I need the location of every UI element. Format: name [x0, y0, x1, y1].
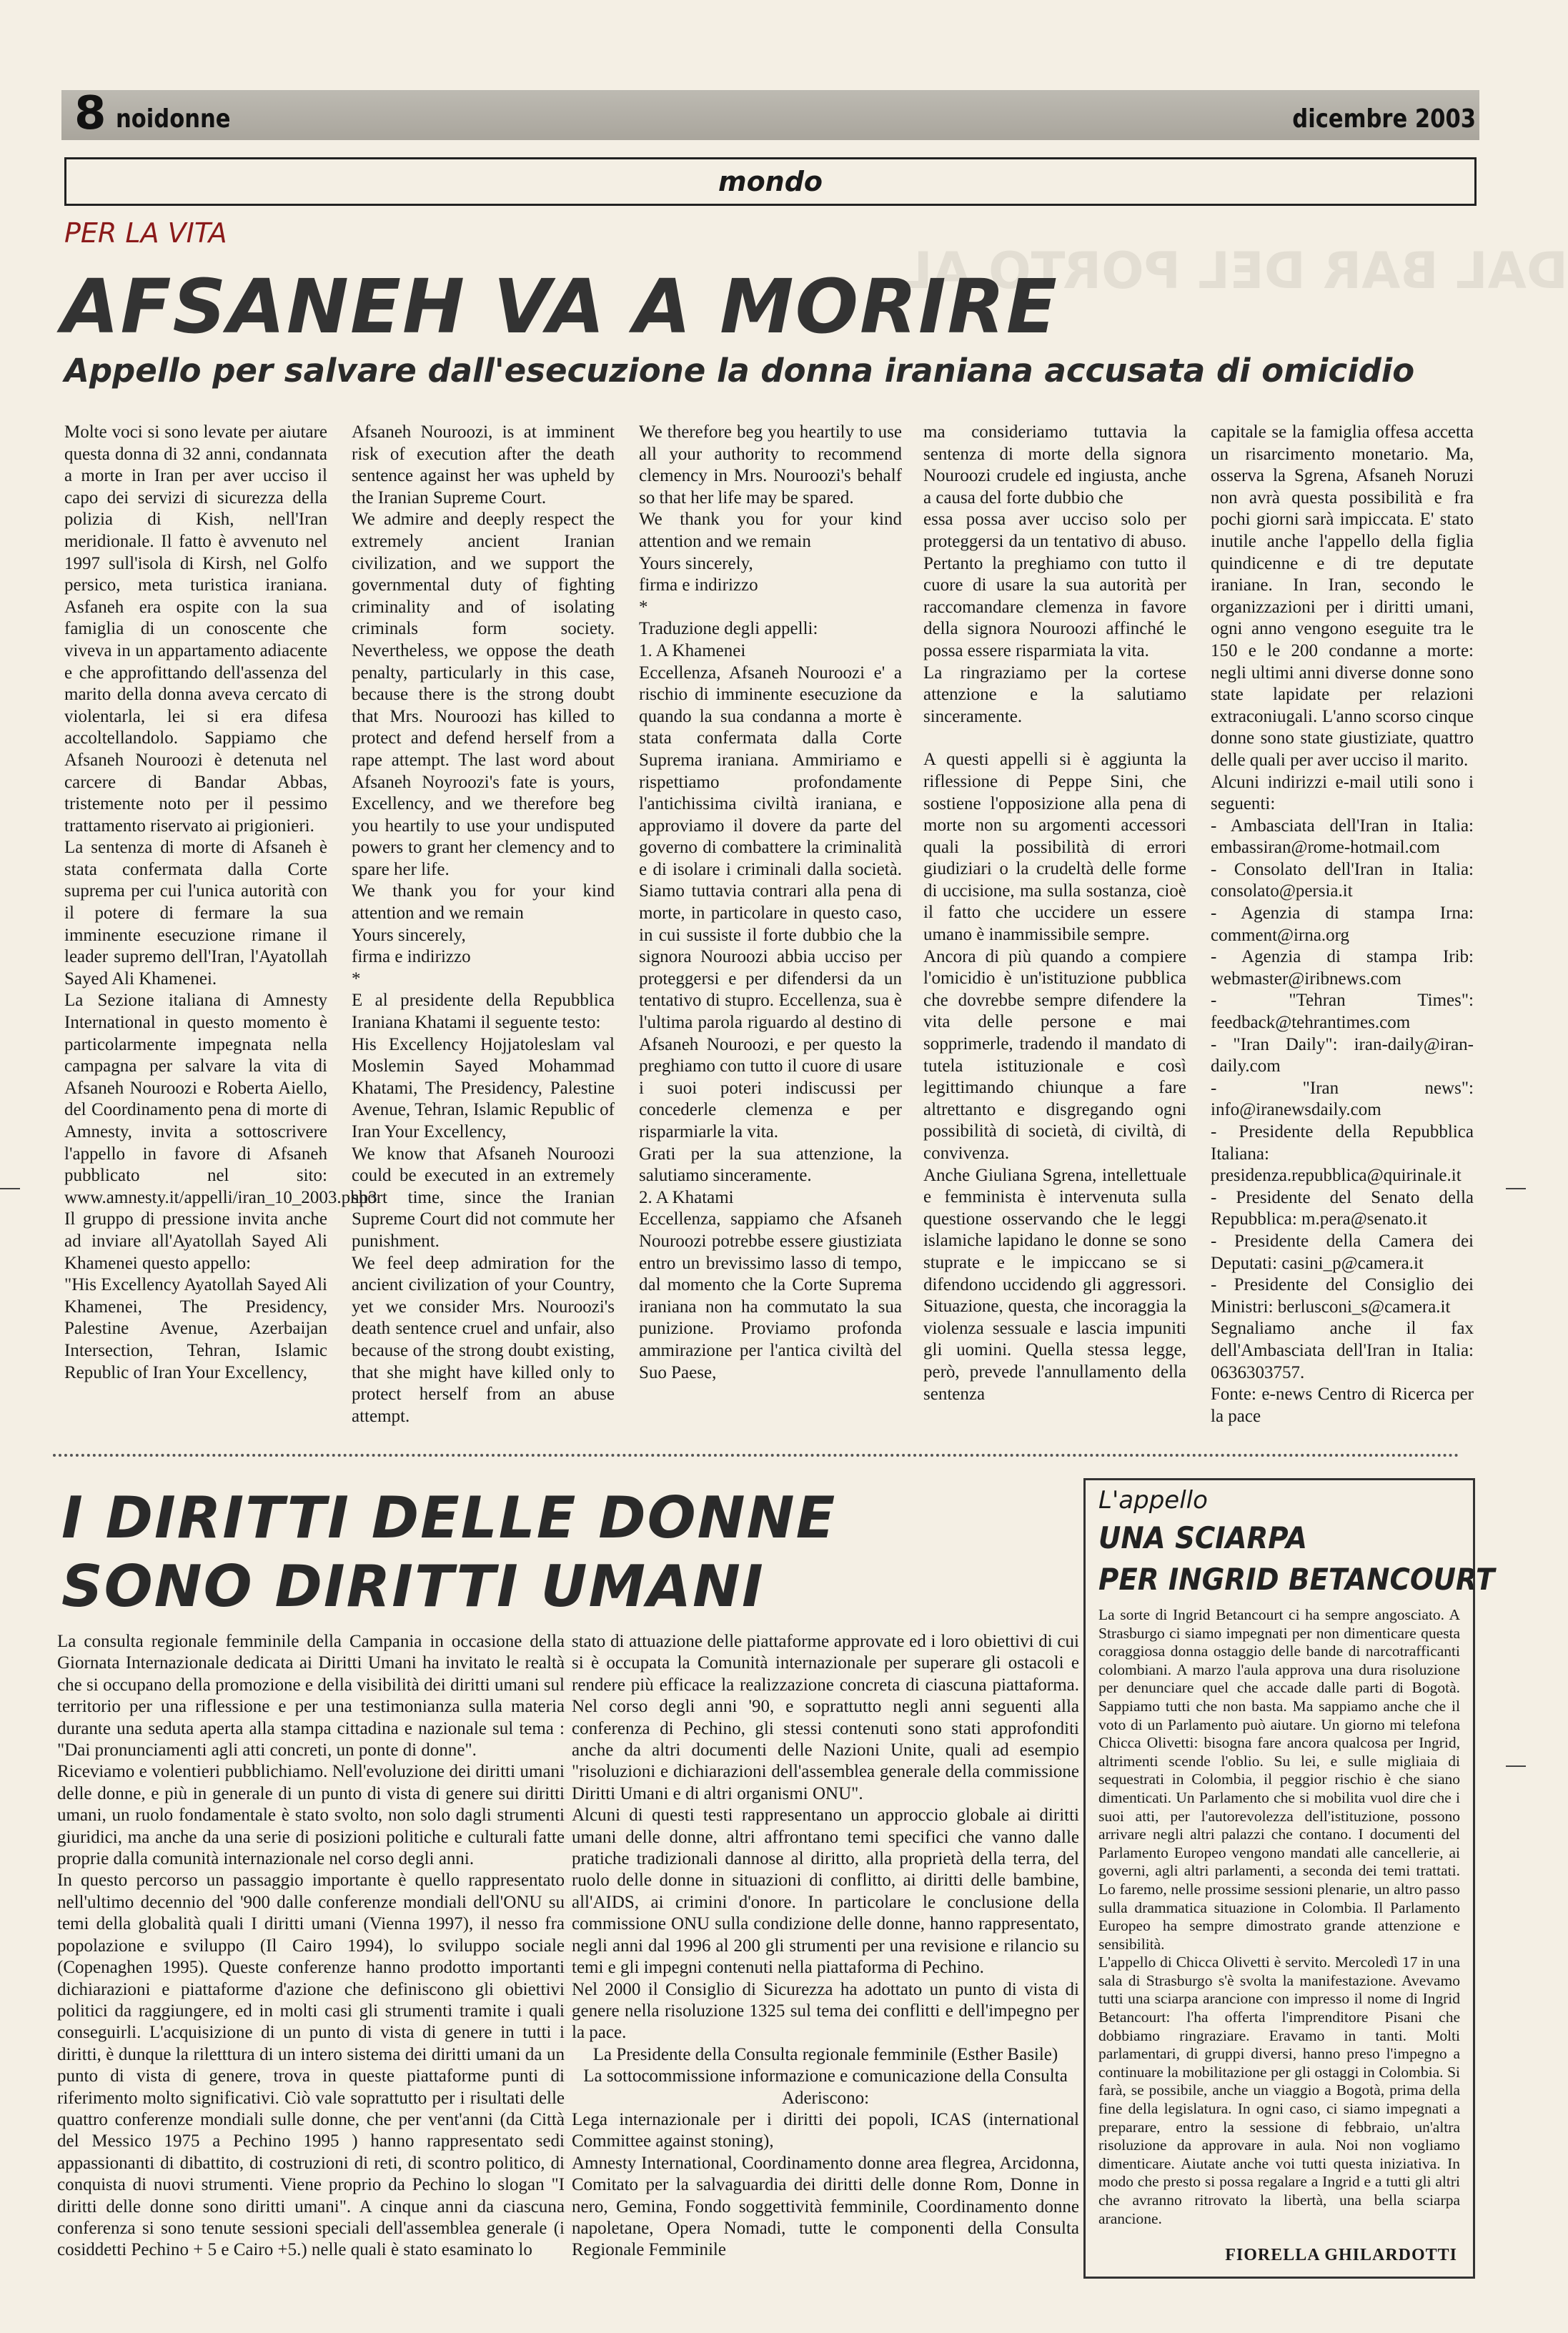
second-article-headline [61, 1484, 836, 1621]
sidebar-title [1098, 1517, 1495, 1600]
paragraph: essa possa aver ucciso solo per proteggersi da un tentativo di abuso. Pertanto la preghiamo con tutto il cuore di usare la sua autorità per raccomandare clemenza in favore della signora Nouroozi affinché le possa essere risparmiata la vita. [923, 510, 1186, 660]
paragraph: A questi appelli si è aggiunta la riflessione di Peppe Sini, che sostiene l'opposizione alla pena di morte non su argomenti accessori quali la possibilità di errori giudiziari o la crudeltà delle forme di uccisione, ma sulla sostanza, cioè il fatto che uccidere un essere umano è inammissibile sempre. [923, 750, 1186, 945]
margin-tick [1506, 1765, 1526, 1767]
section-divider [53, 1454, 1459, 1457]
paragraph: - Ambasciata dell'Iran in Italia: embassiran@rome-hotmail.com [1211, 816, 1474, 858]
paragraph: Segnaliamo anche il fax dell'Ambasciata dell'Iran in Italia: 0636303757. [1211, 1319, 1474, 1382]
sidebar-body [1098, 1606, 1460, 2228]
paragraph: In questo percorso un passaggio importante è quello rappresentato nell'ultimo decennio del '900 dalle conferenze mondiali dell'ONU su temi della globalità quali I diritti umani (Vienna 1997), il nesso fra popolazione e sviluppo (Il Cairo 1994), lo sviluppo sociale (Copenaghen 1995). Queste conferenze hanno prodotto importanti dichiarazioni e piattaforme d'azione che definiscono gli obiettivi politici da raggiungere, ed in molti casi gli strumenti tramite i quali conseguirli. L'acquisizione di un punto di vista di genere in tutti i diritti, è dunque la riletttura di un intero sistema dei diritti umani da un punto di vista di genere, trova in queste piattaforme punti di riferimento molto significativi. Ciò vale soprattutto per i risultati delle quattro conferenze mondiali sulle donne, che per vent'anni (da Città del Messico 1975 a Pechino 1995 ) hanno rappresentato sedi appassionanti di dibattito, di costruzioni di reti, di scontro politico, di conquista di nuovi strumenti. Viene proprio da Pechino lo slogan "I diritti delle donne sono diritti umani". A cinque anni da ciascuna conferenza si sono tenute sessioni speciali dell'assemblea generale (i cosiddetti Pechino + 5 e Cairo +5.) nelle quali è stato esaminato lo [57, 1871, 565, 2260]
paragraph: * [352, 969, 361, 989]
article-column-1 [64, 422, 377, 1430]
paragraph: La sentenza di morte di Afsaneh è stata confermata dalla Corte suprema per cui l'unica autorità con il potere di fermare la sua imminente esecuzione rimane il leader supremo dell'Iran, l'Ayatollah Sayed Ali Khamenei. [64, 838, 327, 989]
paragraph: Afsaneh Nouroozi, is at imminent risk of execution after the death sentence against her was upheld by the Iranian Supreme Court. [352, 422, 615, 507]
paragraph: Nel 2000 il Consiglio di Sicurezza ha adottato un punto di vista di genere nella risoluzione 1325 sul tema dei conflitti e dell'impegno per la pace. [572, 1979, 1079, 2043]
paragraph: Yours sincerely, [639, 553, 753, 573]
paragraph: Traduzione degli appelli: [639, 619, 818, 639]
paragraph: Fonte: e-news Centro di Ricerca per la pace [1211, 1385, 1474, 1426]
sidebar-box [1083, 1478, 1495, 2279]
paragraph: stato di attuazione delle piattaforme approvate ed i loro obiettivi di cui si è occupata la Comunità internazionale per superare gli ostacoli e rendere più efficace la realizzazione concreta di ciascuna piattaforma. Nel corso degli anni '90, e soprattutto negli anni seguenti alla conferenza di Pechino, gli stessi contenuti sono stati approfonditi anche da altri documenti delle Nazioni Unite, quali ad esempio "risoluzioni e dichiarazioni dell'assemblea generale della commissione Diritti Umani e di altri organismi ONU". [572, 1632, 1079, 1803]
paragraph: We thank you for your kind attention and we remain [352, 881, 615, 923]
paragraph: Grati per la sua attenzione, la salutiamo sinceramente. [639, 1144, 902, 1186]
paragraph: Alcuni di questi testi rappresentano un approccio globale ai diritti umani delle donne, altri affrontano temi specifici che vanno dalle pratiche tradizionali dannose al diritto, alla proprietà della terra, del ruolo delle donne in situazioni di conflitto, ai diritti delle bambine, all'AIDS, ai crimini d'onore. In particolare le conclusione della commissione ONU sulla condizione delle donne, hanno rappresentato, negli anni dal 1996 al 200 gli strumenti per una revisione e rilancio su temi e gli impegni contenuti nella piattaforma di Pechino. [572, 1806, 1079, 1978]
paragraph: Eccellenza, Afsaneh Nouroozi e' a rischio di imminente esecuzione da quando la sua condanna a morte è stata confermata dalla Corte Suprema iraniana. Ammiriamo e rispettiamo profondamente l'antichissima civiltà iraniana, e approviamo il dovere da parte del governo di combattere la criminalità e di isolare i criminali dalla società. Siamo tuttavia contrari alla pena di morte, in particolare in questo caso, in cui sussiste il forte dubbio che la signora Nouroozi abbia ucciso per proteggersi e per difendersi da un tentativo di stupro. Eccellenza, sua è l'ultima parola riguardo al destino di Afsaneh Nouroozi, e per questo la preghiamo con tutto il cuore di usare i suoi poteri indiscussi per concederle clemenza e per risparmiarle la vita. [639, 663, 902, 1141]
paragraph: La Sezione italiana di Amnesty International in questo momento è particolarmente impegnata nella campagna per salvare la vita di Afsaneh Nouroozi e Roberta Aiello, del Coordinamento pena di morte di Amnesty, invita a sottoscrivere l'appello in favore di Afsaneh pubblicato nel sito: www.amnesty.it/appelli/iran_10_2003.php3 [64, 991, 377, 1207]
paragraph: - Consolato dell'Iran in Italia: consolato@persia.it [1211, 859, 1474, 901]
paragraph: Eccellenza, sappiamo che Afsaneh Nouroozi potrebbe essere giustiziata entro un brevissimo lasso di tempo, dal momento che la Corte Suprema iraniana non ha commutato la sua punizione. Proviamo profonda ammirazione per l'antica civiltà del Suo Paese, [639, 1209, 902, 1382]
section-label: mondo [64, 157, 1477, 206]
paragraph: Alcuni indirizzi e-mail utili sono i seguenti: [1211, 772, 1474, 814]
paragraph: - Agenzia di stampa Irna: comment@irna.org [1211, 903, 1474, 945]
article-kicker: PER LA VITA [64, 217, 227, 249]
paragraph: Anche Giuliana Sgrena, intellettuale e femminista è intervenuta sulla questione osservando che le leggi islamiche lapidano le donne se sono stuprate e le impiccano se si difendono uccidendo gli aggressori. Situazione, questa, che incoraggia la violenza sessuale e lascia impuniti gli uomini. Quella stessa legge, però, prevede l'annullamento della sentenza [923, 1165, 1186, 1404]
article-headline: AFSANEH VA A MORIRE [61, 263, 1058, 350]
sidebar-title-line: PER INGRID BETANCOURT [1098, 1562, 1495, 1597]
paragraph: * [639, 597, 648, 617]
paragraph: We therefore beg you heartily to use all your authority to recommend clemency in Mrs. Nouroozi's behalf so that her life may be spared. [639, 422, 902, 507]
issue-date: dicembre 2003 [1292, 104, 1476, 134]
paragraph: La sorte di Ingrid Betancourt ci ha sempre angosciato. A Strasburgo ci siamo impegnati per non dimenticare questa coraggiosa donna ostaggio delle bande di narcotrafficanti colombiani. A marzo l'aula approva una dura risoluzione per denunciare quel che accade dalle parti di Bogotà. Sappiamo tutti che non basta. Ma sappiamo anche che il voto di un Parlamento può aiutare. Un giorno mi telefona Chicca Olivetti: bisogna fare ancora qualcosa per Ingrid, altrimenti scende l'oblio. Su lei, e sulle migliaia di sequestrati in Colombia, il peggior rischio è che siano dimenticati. Un Parlamento che si mobilita vuol dire che i suoi atti, per l'autorevolezza dell'istituzione, possono arrivare negli altri palazzi che contano. I documenti del Parlamento Europeo vengono mandati alle cancellerie, ai governi, agli altri parlamenti, a seconda dei temi trattati. Lo faremo, nelle prossime sessioni plenarie, un altro passo sulla drammatica situazione in Colombia. Il Parlamento Europeo ha sempre dimostrato grande attenzione e sensibilità. [1098, 1606, 1460, 1953]
paragraph: La sottocommissione informazione e comunicazione della Consulta Aderiscono: [583, 2066, 1068, 2108]
paragraph: "His Excellency Ayatollah Sayed Ali Khamenei, The Presidency, Palestine Avenue, Azerbaijan Intersection, Tehran, Islamic Republic of Iran Your Excellency, [64, 1275, 327, 1382]
paragraph: firma e indirizzo [352, 947, 471, 967]
publication-name: noidonne [116, 104, 231, 134]
paragraph: We admire and deeply respect the extremely ancient Iranian civilization, and we support the governmental duty of fighting criminality and of isolating criminals form society. Nevertheless, we oppose the death penalty, particularly in this case, because there is the strong doubt that Mrs. Nouroozi has killed to protect and defend herself from a rape attempt. The last word about Afsaneh Noyroozi's fate is yours, Excellency, and we therefore beg you heartily to use your undisputed powers to grant her clemency and to spare her life. [352, 510, 615, 879]
sidebar-title-line: UNA SCIARPA [1098, 1520, 1307, 1555]
headline-line: I DIRITTI DELLE DONNE [61, 1485, 837, 1551]
paragraph: Ancora di più quando a compiere l'omicidio è un'istituzione pubblica che dovrebbe sempre difendere la vita delle persone e mai sopprimerle, tradendo il mandato di tutela istituzionale e così legittimando chiunque a fare altrettanto e disgregando ogni possibilità di società, di civiltà, di convivenza. [923, 946, 1186, 1163]
paragraph: Amnesty International, Coordinamento donne area flegrea, Arcidonna, Comitato per la salvaguardia dei diritti delle donne Rom, Donne in nero, Gemina, Fondo soggettività femminile, Coordinamento donne napoletane, Opera Nomadi, tutte le componenti della Consulta Regionale Femminile [572, 2153, 1079, 2260]
headline-line: SONO DIRITTI UMANI [61, 1553, 765, 1620]
paragraph: His Excellency Hojjatoleslam val Moslemin Sayed Mohammad Khatami, The Presidency, Palestine Avenue, Tehran, Islamic Republic of Iran Your Excellency, [352, 1034, 615, 1141]
article-column-2 [352, 422, 615, 1430]
article-column-4 [923, 422, 1186, 1430]
paragraph: Il gruppo di pressione invita anche ad inviare all'Ayatollah Sayed Ali Khamenei questo appello: [64, 1209, 327, 1273]
paragraph: Riceviamo e volentieri pubblichiamo. Nell'evoluzione dei diritti umani delle donne, e più in generale di un punto di vista di genere sui diritti umani, un ruolo fondamentale è stato svolto, non solo dagli strumenti giuridici, ma anche da una serie di posizioni politiche e culturali fatte proprie dalla comunità internazionale nel corso degli anni. [57, 1762, 565, 1869]
paragraph: 1. A Khamenei [639, 640, 746, 660]
paragraph: - "Iran Daily": iran-daily@iran-daily.com [1211, 1034, 1474, 1076]
paragraph: We feel deep admiration for the ancient civilization of your Country, yet we consider Mrs. Nouroozi's death sentence cruel and unfair, also because of the strong doubt existing, that she might have killed only to protect herself from an abuse attempt. [352, 1253, 615, 1426]
paragraph: firma e indirizzo [639, 575, 758, 595]
paragraph: La Presidente della Consulta regionale femminile (Esther Basile) [592, 2044, 1058, 2064]
paragraph: La ringraziamo per la cortese attenzione e la salutiamo sinceramente. [923, 663, 1186, 726]
paragraph: - Presidente della Camera dei Deputati: casini_p@camera.it [1211, 1231, 1474, 1273]
article-column-3 [639, 422, 902, 1430]
sidebar-kicker: L'appello [1098, 1486, 1208, 1515]
paragraph: La consulta regionale femminile della Campania in occasione della Giornata Internazionale dedicata ai Diritti Umani ha invitato le realtà che si occupano della promozione e della visibilità dei diritti umani sul territorio per una riflessione e per una testimonianza sulla materia durante una seduta aperta alla stampa cittadina e nazionale sul tema : "Dai pronunciamenti agli atti concreti, un ponte di donne". [57, 1632, 565, 1760]
paragraph: L'appello di Chicca Olivetti è servito. Mercoledì 17 in una sala di Strasburgo s'è svolta la manifestazione. Avevamo tutti una sciarpa arancione con impresso il nome di Ingrid Betancourt: l'ha offerta l'imprenditore Pisani che dobbiamo ringraziare. Eravamo in tanti. Molti parlamentari, di gruppi diversi, hanno preso l'impegno a continuare la mobilitazione per gli ostaggi in Colombia. Si farà, se possibile, anche un viaggio a Bogotà, prima della fine della legislatura. In ogni caso, ci siamo impegnati a preparare, entro la sessione di febbraio, un'altra risoluzione da approvare in aula. Noi non vogliamo dimenticare. Aiutate anche voi tutti questa iniziativa. In modo che presto si possa regalare a Ingrid e a tutti gli altri che avranno ritrovato la libertà, una bella sciarpa arancione. [1098, 1953, 1460, 2227]
paragraph: We know that Afsaneh Nouroozi could be executed in an extremely short time, since the Iranian Supreme Court did not commute her punishment. [352, 1144, 615, 1251]
bleed-through-text: DAL BAR DEL PORTO AL [900, 242, 1568, 300]
paragraph: Yours sincerely, [352, 925, 466, 945]
paragraph: - Agenzia di stampa Irib: webmaster@iribnews.com [1211, 947, 1474, 989]
page-number: 8 [74, 87, 105, 140]
paragraph: 2. A Khatami [639, 1187, 734, 1207]
paragraph: - Presidente del Consiglio dei Ministri: berlusconi_s@camera.it [1211, 1275, 1474, 1317]
paragraph: Lega internazionale per i diritti dei popoli, ICAS (international Committee against stoning), [572, 2109, 1079, 2151]
paragraph: Molte voci si sono levate per aiutare questa donna di 32 anni, condannata a morte in Iran per aver ucciso il capo dei servizi di sicurezza della polizia di Kish, nell'Iran meridionale. Il fatto è avvenuto nel 1997 sull'isola di Kirsh, nel Golfo persico, meta turistica iraniana. Asfaneh era ospite con la sua famiglia di un conoscente che viveva in un appartamento adiacente e che approfittando dell'assenza del marito della donna aveva cercato di violentarla, lei si era difesa accoltellandolo. Sappiamo che Afsaneh Nouroozi è detenuta nel carcere di Bandar Abbas, tristemente noto per il pessimo trattamento riservato ai prigionieri. [64, 422, 327, 836]
second-article-column-1 [57, 1631, 565, 2274]
header-band [61, 90, 1479, 140]
paragraph: ma consideriamo tuttavia la sentenza di morte della signora Nouroozi crudele ed ingiusta, anche a causa del forte dubbio che [923, 422, 1186, 507]
paragraph: capitale se la famiglia offesa accetta un risarcimento monetario. Ma, osserva la Sgrena, Afsaneh Noruzi non avrà questa possibilità e fra pochi giorni sarà impiccata. E' stato inutile anche l'appello della figlia quindicenne e di tre deputate iraniane. In Iran, secondo le organizzazioni per i diritti umani, ogni anno vengono eseguite tra le 150 e le 200 condanne a morte: negli ultimi anni diverse donne sono state lapidate per relazioni extraconiugali. L'anno scorso cinque donne sono state giustiziate, quattro delle quali per aver ucciso il marito. [1211, 422, 1474, 770]
paragraph: - "Iran news": info@iranewsdaily.com [1211, 1078, 1474, 1120]
second-article-column-2 [572, 1631, 1079, 2274]
article-column-5 [1211, 422, 1474, 1430]
margin-tick [1506, 1188, 1526, 1189]
paragraph: - Presidente del Senato della Repubblica: m.pera@senato.it [1211, 1187, 1474, 1229]
paragraph: - "Tehran Times": feedback@tehrantimes.com [1211, 991, 1474, 1033]
margin-tick [0, 1188, 20, 1189]
paragraph: We thank you for your kind attention and we remain [639, 510, 902, 551]
sidebar-signature: FIORELLA GHILARDOTTI [1225, 2246, 1457, 2264]
article-subtitle: Appello per salvare dall'esecuzione la donna iraniana accusata di omicidio [64, 352, 1415, 390]
paragraph: - Presidente della Repubblica Italiana: presidenza.repubblica@quirinale.it [1211, 1122, 1474, 1186]
paragraph: E al presidente della Repubblica Iraniana Khatami il seguente testo: [352, 991, 615, 1033]
